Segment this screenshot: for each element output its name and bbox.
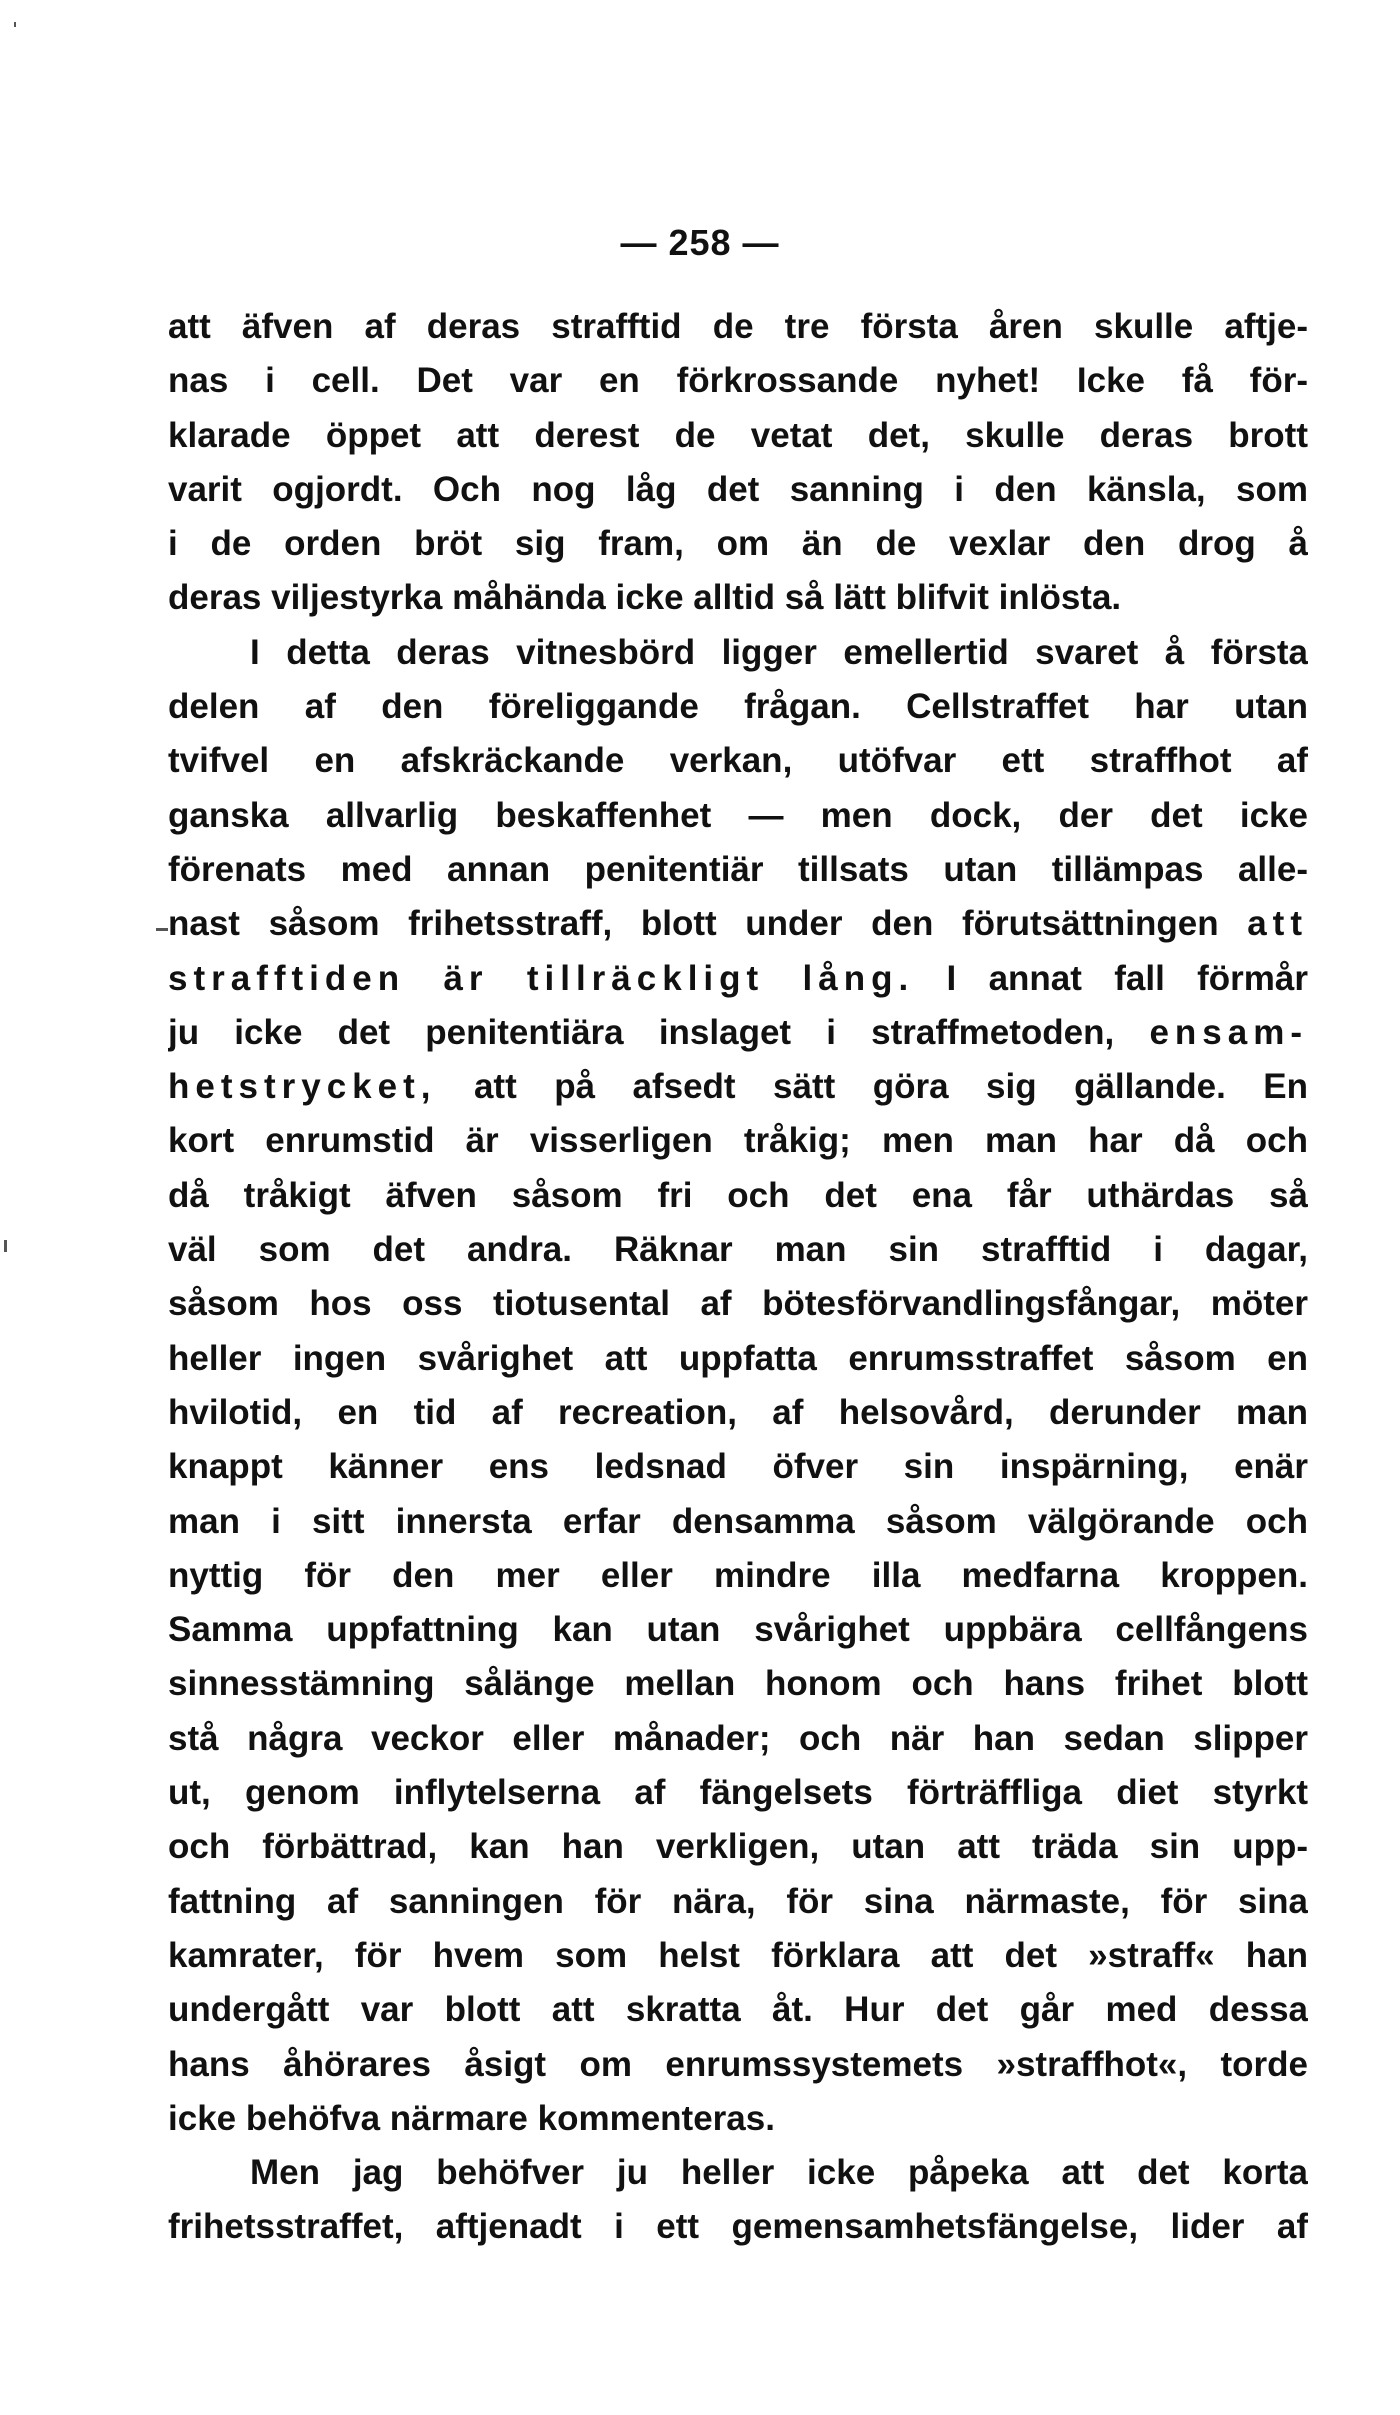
text-line: nas i cell. Det var en förkrossande nyhet! Icke få för- (168, 361, 1308, 401)
text-line: väl som det andra. Räknar man sin strafftid i dagar, (168, 1230, 1308, 1270)
spaced-emphasis: att (1247, 904, 1308, 944)
text-line: kort enrumstid är visserligen tråkig; men man har då och (168, 1121, 1308, 1161)
spaced-emphasis: strafftiden är tillräckligt lång. (168, 958, 915, 998)
text-line: förenats med annan penitentiär tillsats utan tillämpas alle- (168, 849, 1308, 889)
text-line: tvifvel en afskräckande verkan, utöfvar ett straffhot af (168, 741, 1308, 781)
scan-speck (14, 22, 16, 27)
text-line: knappt känner ens ledsnad öfver sin inspärning, enär (168, 1447, 1308, 1487)
text-line: heller ingen svårighet att uppfatta enrumsstraffet såsom en (168, 1338, 1308, 1378)
text-line: Men jag behöfver ju heller icke påpeka att det korta (250, 2153, 1308, 2193)
text-line: man i sitt innersta erfar densamma såsom välgörande och (168, 1501, 1308, 1541)
text-line: stå några veckor eller månader; och när han sedan slipper (168, 1718, 1308, 1758)
text-line: undergått var blott att skratta åt. Hur det går med dessa (168, 1990, 1308, 2030)
text-line: I detta deras vitnesbörd ligger emellertid svaret å första (250, 632, 1308, 672)
text-line (168, 897, 1308, 951)
text-line: varit ogjordt. Och nog låg det sanning i den känsla, som (168, 469, 1308, 509)
text-line: Samma uppfattning kan utan svårighet uppbära cellfångens (168, 1610, 1308, 1650)
text-line: deras viljestyrka måhända icke alltid så lätt blifvit inlösta. (168, 578, 1122, 618)
text-line: ganska allvarlig beskaffenhet — men dock, der det icke (168, 795, 1308, 835)
spaced-emphasis: ensam- (1149, 1012, 1308, 1052)
text-line: hans åhörares åsigt om enrumssystemets »straffhot«, torde (168, 2044, 1308, 2084)
page-number: — 258 — (620, 222, 780, 263)
text-line (168, 1060, 1308, 1114)
text-line: icke behöfva närmare kommenteras. (168, 2098, 775, 2138)
body-text (168, 300, 1308, 2255)
text-segment: I annat fall förmår (946, 958, 1308, 998)
text-line: kamrater, för hvem som helst förklara att det »straff« han (168, 1935, 1308, 1975)
text-line: att äfven af deras strafftid de tre första åren skulle aftje- (168, 307, 1308, 346)
text-line: sinnesstämning sålänge mellan honom och hans frihet blott (168, 1664, 1308, 1704)
spaced-emphasis: hetstrycket, (168, 1067, 437, 1107)
text-line: fattning af sanningen för nära, för sina närmaste, för sina (168, 1881, 1308, 1921)
text-line: klarade öppet att derest de vetat det, skulle deras brott (168, 415, 1308, 455)
text-line: då tråkigt äfven såsom fri och det ena får uthärdas så (168, 1175, 1308, 1215)
text-segment: nast såsom frihetsstraff, blott under den förutsättningen (168, 904, 1219, 944)
text-line: nyttig för den mer eller mindre illa medfarna kroppen. (168, 1555, 1308, 1595)
text-line (168, 952, 1308, 1006)
scan-speck (156, 928, 168, 931)
text-line: delen af den föreliggande frågan. Cellstraffet har utan (168, 687, 1308, 727)
text-line (168, 1006, 1308, 1060)
text-line: frihetsstraffet, aftjenadt i ett gemensamhetsfängelse, lider af (168, 2207, 1308, 2247)
text-segment: ju icke det penitentiära inslaget i straffmetoden, (168, 1012, 1115, 1052)
text-line: i de orden bröt sig fram, om än de vexlar den drog å (168, 524, 1308, 564)
text-segment: att på afsedt sätt göra sig gällande. En (473, 1067, 1308, 1107)
text-line: hvilotid, en tid af recreation, af helsovård, derunder man (168, 1392, 1308, 1432)
text-line: och förbättrad, kan han verkligen, utan att träda sin upp- (168, 1827, 1308, 1867)
text-line: såsom hos oss tiotusental af bötesförvandlingsfångar, möter (168, 1284, 1308, 1324)
text-line: ut, genom inflytelserna af fängelsets förträffliga diet styrkt (168, 1773, 1308, 1813)
scan-speck (4, 1240, 7, 1252)
